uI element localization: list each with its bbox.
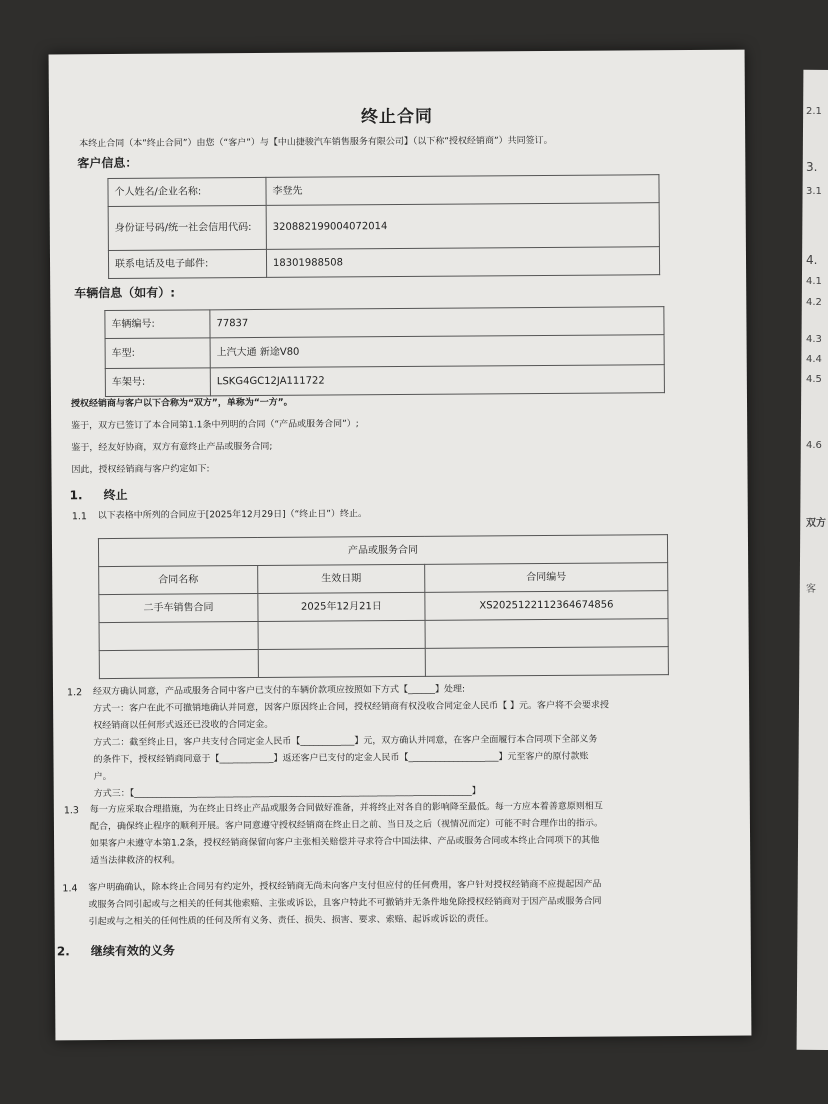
table-columns-row: [99, 563, 668, 595]
contract-page: [49, 50, 752, 1041]
clause-1-3-text: [90, 799, 603, 871]
clause-line: 适当法律救济的权利。: [90, 855, 181, 867]
table-row: [99, 591, 668, 623]
clause-1-1-text: 以下表格中所列的合同应于[2025年12月29日]（“终止日”）终止。: [97, 509, 367, 522]
table-cell: [425, 619, 668, 649]
table-cell: XS2025122112364674856: [425, 591, 668, 621]
document-title: 终止合同: [360, 106, 434, 128]
table-cell: 2025年12月21日: [258, 592, 425, 621]
intro-paragraph: 本终止合同（本“终止合同”）由您（“客户”）与【中山捷骏汽车销售服务有限公司】（以下称“授权经销商”）共同签订。: [79, 135, 553, 150]
section-2-number: 2.: [56, 944, 70, 959]
table-row: [99, 647, 668, 679]
clause-line: 方式一：客户在此不可撤销地确认并同意，因客户原因终止合同，授权经销商有权没收合同定金人民币【 】元。客户将不会要求授: [93, 700, 610, 715]
table-caption: 产品或服务合同: [98, 535, 667, 567]
table-cell: [258, 648, 425, 677]
vehicle-info-heading: 车辆信息（如有）:: [74, 285, 176, 301]
adjacent-num: 3.1: [806, 186, 822, 197]
table-header-row: [98, 535, 667, 567]
adjacent-num: 4.5: [806, 374, 822, 385]
table-row: [105, 307, 664, 339]
clause-line: 引起或与之相关的任何性质的任何及所有义务、责任、损失、损害、要求、索赔、起诉或诉讼的责任。: [88, 914, 494, 928]
table-cell: [258, 620, 425, 649]
clause-line: 经双方确认同意，产品或服务合同中客户已支付的车辆价款项应按照如下方式【______】处理:: [92, 684, 466, 698]
field-value: LSKG4GC12JA111722: [210, 365, 664, 396]
table-cell: [99, 621, 258, 650]
customer-info-table: [107, 174, 660, 279]
recital-1: 鉴于，双方已签订了本合同第1.1条中列明的合同（“产品或服务合同”）;: [71, 419, 359, 432]
clause-line: 的条件下，授权经销商同意于【____________】返还客户已支付的定金人民币【____________________】元至客户的原付款账: [93, 751, 589, 766]
adjacent-page-numbers: [806, 0, 828, 1104]
clause-line: 方式三：【___________________________________________________________________________】: [93, 786, 481, 800]
field-label: 车架号:: [105, 368, 210, 397]
parties-definition: 授权经销商与客户以下合称为“双方”，单称为“一方”。: [70, 397, 293, 410]
field-value: 李登先: [266, 175, 659, 206]
adjacent-num: 4.3: [806, 334, 822, 345]
clause-line: 如果客户未遵守本第1.2条，授权经销商保留向客户主张相关赔偿并寻求符合中国法律、产品或服务合同或本终止合同项下的其他: [90, 835, 600, 850]
adjacent-num: 3.: [806, 160, 818, 174]
clause-1-2-number: 1.2: [66, 687, 83, 699]
clause-line: 户。: [93, 772, 112, 783]
field-label: 身份证号码/统一社会信用代码:: [108, 205, 266, 250]
clause-line: 配合，确保终止程序的顺利开展。客户同意遵守授权经销商在终止日之前、当日及之后（视情况而定）可能不时合理作出的指示。: [89, 818, 604, 833]
recital-3: 因此，授权经销商与客户约定如下:: [71, 464, 210, 476]
section-1-title: 终止: [103, 487, 128, 503]
vehicle-info-table: [104, 306, 665, 397]
adjacent-num: 4.2: [806, 297, 822, 308]
adjacent-num: 4.: [806, 253, 818, 267]
table-cell: 二手车销售合同: [99, 593, 258, 622]
table-cell: [99, 649, 258, 678]
clause-line: 或服务合同引起或与之相关的任何其他索赔、主张或诉讼，且客户特此不可撤销并无条件地免除授权经销商对于因产品或服务合同: [88, 896, 602, 911]
adjacent-num: 双方: [806, 518, 826, 529]
field-label: 联系电话及电子邮件:: [108, 249, 266, 278]
field-label: 个人姓名/企业名称:: [108, 177, 266, 206]
field-value: 上汽大通 新途V80: [210, 335, 664, 368]
field-value: 320882199004072014: [266, 203, 659, 250]
table-row: [99, 619, 668, 651]
adjacent-num: 4.4: [806, 354, 822, 365]
adjacent-num: 4.6: [806, 440, 822, 451]
adjacent-num: 客: [806, 584, 816, 595]
field-label: 车辆编号:: [105, 310, 210, 339]
field-value: 77837: [210, 307, 664, 338]
table-row: [108, 175, 659, 207]
recital-2: 鉴于，经友好协商，双方有意终止产品或服务合同;: [71, 441, 273, 454]
clause-line: 权经销商以任何形式返还已没收的合同定金。: [93, 719, 274, 732]
adjacent-num: 4.1: [806, 276, 822, 287]
section-1-number: 1.: [69, 488, 83, 503]
field-value: 18301988508: [266, 247, 659, 278]
section-2-title: 继续有效的义务: [90, 943, 175, 959]
column-header: 合同名称: [99, 565, 258, 594]
table-row: [108, 247, 659, 279]
table-row: [105, 365, 664, 397]
clause-1-1-number: 1.1: [71, 511, 87, 523]
column-header: 生效日期: [258, 564, 425, 593]
clause-1-4-text: [88, 877, 601, 932]
contracts-table: [98, 534, 669, 679]
customer-info-heading: 客户信息：: [77, 155, 138, 171]
column-header: 合同编号: [425, 563, 668, 593]
adjacent-num: 2.1: [806, 106, 822, 117]
table-row: [105, 335, 664, 369]
field-label: 车型:: [105, 338, 210, 369]
clause-line: 每一方应采取合理措施，为在终止日终止产品或服务合同做好准备，并将终止对各自的影响降至最低。每一方应本着善意原则相互: [89, 801, 603, 816]
table-cell: [425, 647, 668, 677]
clause-1-4-number: 1.4: [62, 883, 78, 895]
table-row: [108, 203, 659, 251]
clause-line: 方式二：截至终止日，客户共支付合同定金人民币【____________】元，双方确认并同意，在客户全面履行本合同项下全部义务: [93, 734, 598, 749]
clause-line: 客户明确确认，除本终止合同另有约定外，授权经销商无尚未向客户支付但应付的任何费用，客户针对授权经销商不应提起因产品: [88, 879, 602, 894]
clause-1-2-text: [93, 681, 610, 804]
clause-1-3-number: 1.3: [63, 805, 79, 817]
